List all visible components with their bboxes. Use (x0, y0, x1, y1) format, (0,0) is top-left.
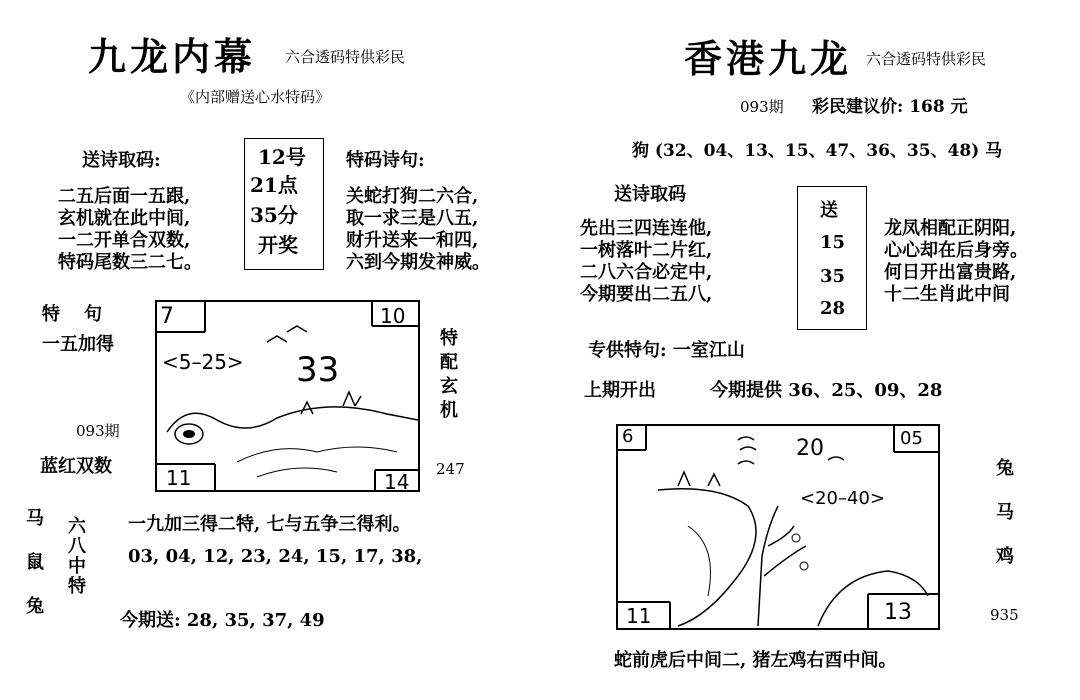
poem-line: 今期要出二五八, (580, 284, 713, 305)
bottom-line: 蛇前虎后中间二, 猪左鸡右酉中间。 (614, 650, 897, 671)
zodiac-vertical: 鼠 (26, 552, 44, 573)
color-text: 蓝红双数 (40, 456, 112, 477)
pic-corner-bl: 11 (166, 466, 192, 490)
draw-box-line: 12号 (258, 145, 306, 169)
zodiac-vertical: 马 (26, 508, 44, 529)
poem-line: 一二开单合双数, (58, 230, 191, 251)
send-box-line: 15 (820, 232, 846, 253)
right-issue: 093期 (740, 98, 784, 116)
left-special-poem (346, 186, 490, 274)
zodiac-right: 鸡 (996, 546, 1014, 567)
left-side-number: 247 (436, 460, 465, 478)
send-box-line: 送 (820, 200, 838, 221)
poem-line: 一树落叶二片红, (580, 240, 713, 261)
left-subtitle: 《内部赠送心水特码》 (180, 88, 331, 106)
poem-line: 龙凤相配正阴阳, (884, 218, 1017, 239)
poem-line: 六到今期发神威。 (346, 252, 490, 273)
left-picture-drawing (157, 302, 418, 490)
draw-box-line: 35分 (250, 203, 298, 227)
send-box-line: 35 (820, 266, 846, 287)
numbers-line: 03, 04, 12, 23, 24, 15, 17, 38, (128, 546, 423, 567)
draw-box-line: 开奖 (258, 233, 298, 257)
zodiac-vertical: 兔 (26, 596, 44, 617)
main-line: 一九加三得二特, 七与五争三得利。 (128, 514, 411, 535)
six-eight-vertical: 六八中特 (65, 516, 86, 596)
left-send-poem-label: 送诗取码: (82, 150, 161, 171)
right-poem-right (884, 218, 1028, 306)
poem-line: 玄机就在此中间, (58, 208, 191, 229)
pic-corner-br: 13 (884, 600, 912, 625)
right-side-number: 935 (990, 606, 1019, 624)
zodiac-right: 马 (996, 502, 1014, 523)
left-special-poem-label: 特码诗句: (346, 150, 425, 171)
right-title: 香港九龙 (684, 36, 853, 81)
pic-top-number: 20 (796, 436, 824, 461)
left-title: 九龙内幕 (88, 34, 257, 79)
pic-number: 33 (296, 350, 340, 390)
poem-line: 十二生肖此中间 (884, 284, 1010, 305)
zodiac-right: 兔 (996, 458, 1014, 479)
pic-corner-tl: 6 (622, 426, 634, 447)
this-issue-offer: 今期提供 36、25、09、28 (710, 380, 943, 401)
draw-box-line: 21点 (250, 173, 298, 197)
poem-line: 特码尾数三二七。 (58, 252, 202, 273)
right-send-poem-label: 送诗取码 (614, 184, 686, 205)
pic-range: <5–25> (162, 350, 244, 374)
pic-corner-br: 14 (384, 470, 410, 494)
left-issue: 093期 (76, 422, 120, 440)
te-ju-value: 一五加得 (42, 334, 114, 355)
send-box-line: 28 (820, 298, 846, 319)
right-picture-drawing (618, 426, 938, 628)
left-send-poem (58, 186, 202, 274)
poem-line: 先出三四连连他, (580, 218, 713, 239)
te-ju-label: 特 句 (42, 304, 105, 325)
pic-corner-tr: 05 (900, 428, 923, 449)
pic-corner-tr: 10 (380, 304, 406, 328)
last-issue: 上期开出 (584, 380, 656, 401)
dog-line: 狗 (32、04、13、15、47、36、35、48) 马 (632, 141, 1003, 161)
right-poem-left (580, 218, 712, 306)
poem-line: 关蛇打狗二六合, (346, 186, 479, 207)
left-title-tag: 六合透码特供彩民 (285, 48, 406, 66)
poem-line: 二八六合必定中, (580, 262, 713, 283)
left-picture (155, 300, 420, 492)
price-text: 彩民建议价: 168 元 (812, 97, 968, 117)
special-label: 专供特句: 一室江山 (588, 340, 745, 361)
poem-line: 何日开出富贵路, (884, 262, 1017, 283)
poem-line: 心心却在后身旁。 (884, 240, 1028, 261)
pic-corner-bl: 11 (626, 604, 652, 628)
right-title-tag: 六合透码特供彩民 (866, 50, 987, 68)
side-vertical-text: 特配玄机 (437, 328, 458, 424)
pic-corner-tl: 7 (160, 304, 174, 329)
pic-range: <20–40> (800, 488, 885, 509)
poem-line: 取一求三是八五, (346, 208, 479, 229)
poem-line: 二五后面一五跟, (58, 186, 191, 207)
this-issue-send: 今期送: 28, 35, 37, 49 (120, 610, 325, 631)
poem-line: 财升送来一和四, (346, 230, 479, 251)
